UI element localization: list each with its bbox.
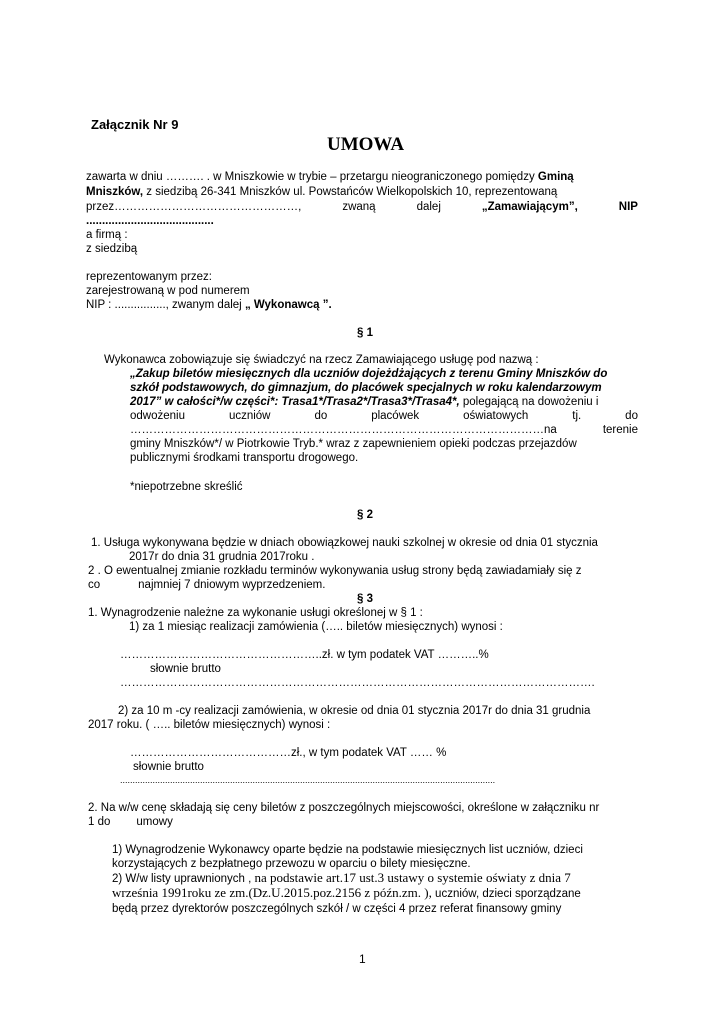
section-3-point-3-1-line-2: korzystających z bezpłatnego przewozu w oparciu o bilety miesięczne.: [112, 858, 471, 870]
contractor-registered: zarejestrowaną w pod numerem: [86, 285, 250, 297]
monthly-amount-words-dots: …………………………………………………………………………………………………………….: [120, 677, 595, 689]
section-1-line-2: „Zakup biletów miesięcznych dla uczniów dojeżdżających z terenu Gminy Mniszków do: [130, 368, 608, 380]
intro-line-4: ........................................: [86, 215, 214, 227]
monthly-amount-words: słownie brutto: [150, 663, 221, 675]
section-1-line-5: odwożeniu uczniów do placówek oświatowych tj. do: [130, 410, 638, 422]
contractor-firm: a firmą :: [86, 229, 128, 241]
section-1-line-7: gminy Mniszków*/ w Piotrkowie Tryb.* wraz z zapewnieniem opieki podczas przejazdów: [130, 438, 577, 450]
attachment-label: Załącznik Nr 9: [91, 117, 179, 132]
section-1-heading: § 1: [357, 327, 373, 339]
annual-amount-line: ……………………………………zł., w tym podatek VAT …… %: [130, 747, 447, 759]
section-1-line-1: Wykonawca zobowiązuje się świadczyć na rzecz Zamawiającego usługę pod nazwą :: [104, 354, 539, 366]
section-1-line-3: szkół podstawowych, do gimnazjum, do placówek specjalnych w roku kalendarzowym: [130, 382, 602, 394]
section-3-heading: § 3: [357, 593, 373, 605]
section-3-point-2-line-1: 2. Na w/w cenę składają się ceny biletów z poszczególnych miejscowości, określone w załączniku nr: [88, 802, 600, 814]
contractor-nip: NIP : ................, zwanym dalej „ Wykonawcą ”.: [86, 299, 332, 311]
monthly-amount-line: ……………………………………………..zł. w tym podatek VAT ………..%: [120, 649, 489, 661]
section-3-point-2-line-2: 1 do umowy: [88, 816, 173, 828]
section-1-line-4: 2017” w całości*/w części*: Trasa1*/Trasa2*/Trasa3*/Trasa4*, polegającą na dowożeniu i: [130, 396, 599, 408]
section-2-point-1-line-2: 2017r do dnia 31 grudnia 2017roku .: [129, 551, 315, 563]
section-2-point-2-line-1: 2 . O ewentualnej zmianie rozkładu terminów wykonywania usług strony będą zawiadamiały się z: [88, 565, 582, 577]
section-3-point-1-2-line-1: 2) za 10 m -cy realizacji zamówienia, w okresie od dnia 01 stycznia 2017r do dnia 31 grudnia: [118, 705, 591, 717]
section-3-point-1-1: 1) za 1 miesiąc realizacji zamówienia (….. biletów miesięcznych) wynosi :: [129, 621, 503, 633]
section-3-point-1: 1. Wynagrodzenie należne za wykonanie usługi określonej w § 1 :: [88, 607, 423, 619]
annual-amount-words: słownie brutto: [133, 761, 204, 773]
section-2-point-2-line-2: co najmniej 7 dniowym wyprzedzeniem.: [88, 579, 326, 591]
annual-amount-words-dots: ......................................................................................................................................................: [120, 775, 496, 785]
intro-line-2: Mniszków, z siedzibą 26-341 Mniszków ul. Powstańców Wielkopolskich 10, reprezentowaną: [86, 186, 558, 198]
section-3-point-3-1-line-1: 1) Wynagrodzenie Wykonawcy oparte będzie na podstawie miesięcznych list uczniów, dzieci: [112, 844, 583, 856]
section-1-line-6: ………………………………………………………………………………………………na terenie: [130, 424, 638, 436]
section-3-point-1-2-line-2: 2017 roku. ( ….. biletów miesięcznych) wynosi :: [88, 719, 331, 731]
section-3-point-3-2-line-3: będą przez dyrektorów poszczególnych szkół / w części 4 przez referat finansowy gminy: [112, 903, 562, 915]
contractor-represented: reprezentowanym przez:: [86, 271, 212, 283]
section-3-point-3-2-line-2: września 1991roku ze zm.(Dz.U.2015.poz.2156 z późn.zm. ), uczniów, dzieci sporządzane: [112, 885, 581, 900]
section-2-point-1-line-1: 1. Usługa wykonywana będzie w dniach obowiązkowej nauki szkolnej w okresie od dnia 01 stycznia: [91, 537, 598, 549]
intro-line-1: zawarta w dniu ………. . w Mniszkowie w trybie – przetargu nieograniczonego pomiędzy Gminą: [86, 171, 574, 183]
contractor-seat: z siedzibą: [86, 243, 138, 255]
page-number: 1: [359, 952, 366, 966]
intro-line-3: przez…………………………………………, zwaną dalej „Zamawiającym”, NIP: [86, 201, 638, 213]
document-title: UMOWA: [327, 134, 405, 155]
section-1-line-8: publicznymi środkami transportu drogowego.: [130, 452, 359, 464]
section-2-heading: § 2: [357, 509, 373, 521]
section-3-point-3-2-line-1: 2) W/w listy uprawnionych , na podstawie art.17 ust.3 ustawy o systemie oświaty z dnia 7: [112, 870, 571, 885]
footnote-strike: *niepotrzebne skreślić: [130, 481, 243, 493]
